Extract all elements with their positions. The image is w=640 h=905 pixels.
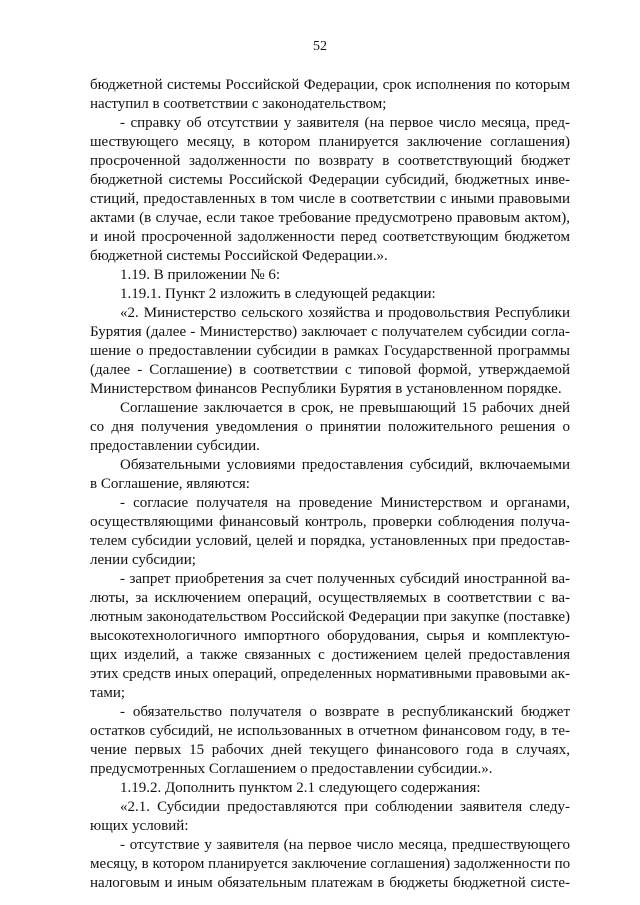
text-line: стиций, предоставленных в том числе в соответствии с иными правовыми xyxy=(90,191,570,207)
text-line: телем субсидии условий, целей и порядка, установленных при предостав- xyxy=(90,533,570,549)
text-line: - отсутствие у заявителя (на первое число месяца, предшествующего xyxy=(120,837,570,853)
text-line: 1.19.1. Пункт 2 изложить в следующей редакции: xyxy=(120,286,436,302)
text-line: актами (в случае, если такое требование предусмотрено правовым актом), xyxy=(90,210,570,226)
text-line: и иной просроченной задолженности перед соответствующим бюджетом xyxy=(90,229,570,245)
text-line: лютным законодательством Российской Федерации при закупке (поставке) xyxy=(90,609,570,625)
text-line: остатков субсидий, не использованных в отчетном финансовом году, в те- xyxy=(90,723,570,739)
text-line: налоговым и иным обязательным платежам в бюджеты бюджетной систе- xyxy=(90,875,570,891)
text-line: со дня получения уведомления о принятии положительного решения о xyxy=(90,419,570,435)
text-line: щих изделий, а также связанных с достижением целей предоставления xyxy=(90,647,570,663)
text-line: бюджетной системы Российской Федерации, срок исполнения по которым xyxy=(90,77,570,93)
text-line: в Соглашение, являются: xyxy=(90,476,250,492)
text-line: «2.1. Субсидии предоставляются при соблюдении заявителя следу- xyxy=(120,799,570,815)
text-line: шествующего месяцу, в котором планируется заключение соглашения) xyxy=(90,134,570,150)
text-line: бюджетной системы Российской Федерации.». xyxy=(90,248,388,264)
text-line: наступил в соответствии с законодательством; xyxy=(90,96,387,112)
text-line: Соглашение заключается в срок, не превышающий 15 рабочих дней xyxy=(120,400,570,416)
text-line: тами; xyxy=(90,685,126,701)
text-line: предусмотренных Соглашением о предоставлении субсидии.». xyxy=(90,761,493,777)
text-line: - справку об отсутствии у заявителя (на первое число месяца, пред- xyxy=(120,115,570,131)
page-number: 52 xyxy=(313,39,327,54)
text-line: 1.19.2. Дополнить пунктом 2.1 следующего содержания: xyxy=(120,780,481,796)
text-line: Министерством финансов Республики Бурятия в установленном порядке. xyxy=(90,381,562,397)
text-line: Обязательными условиями предоставления субсидий, включаемыми xyxy=(120,457,570,473)
text-line: - обязательство получателя о возврате в республиканский бюджет xyxy=(120,704,570,720)
text-line: «2. Министерство сельского хозяйства и продовольствия Республики xyxy=(120,305,570,321)
text-line: чение первых 15 рабочих дней текущего финансового года в случаях, xyxy=(90,742,570,758)
text-line: предоставлении субсидии. xyxy=(90,438,260,454)
text-line: ющих условий: xyxy=(90,818,189,834)
text-line: шение о предоставлении субсидии в рамках Государственной программы xyxy=(90,343,570,359)
text-line: этих средств иных операций, определенных нормативными правовыми ак- xyxy=(90,666,570,682)
text-line: осуществляющими финансовый контроль, проверки соблюдения получа- xyxy=(90,514,570,530)
document-body xyxy=(90,76,570,893)
text-line: 1.19. В приложении № 6: xyxy=(120,267,281,283)
text-line: - согласие получателя на проведение Министерством и органами, xyxy=(120,495,570,511)
text-line: лении субсидии; xyxy=(90,552,196,568)
text-line: (далее - Соглашение) в соответствии с типовой формой, утверждаемой xyxy=(90,362,570,378)
text-line: просроченной задолженности по возврату в соответствующий бюджет xyxy=(90,153,570,169)
text-line: высокотехнологичного импортного оборудования, сырья и комплектую- xyxy=(90,628,570,644)
text-line: - запрет приобретения за счет полученных субсидий иностранной ва- xyxy=(120,571,570,587)
text-line: месяцу, в котором планируется заключение соглашения) задолженности по xyxy=(90,856,571,872)
text-line: бюджетной системы Российской Федерации субсидий, бюджетных инве- xyxy=(90,172,570,188)
text-line: люты, за исключением операций, осуществляемых в соответствии с ва- xyxy=(90,590,570,606)
text-line: Бурятия (далее - Министерство) заключает с получателем субсидии согла- xyxy=(90,324,570,340)
